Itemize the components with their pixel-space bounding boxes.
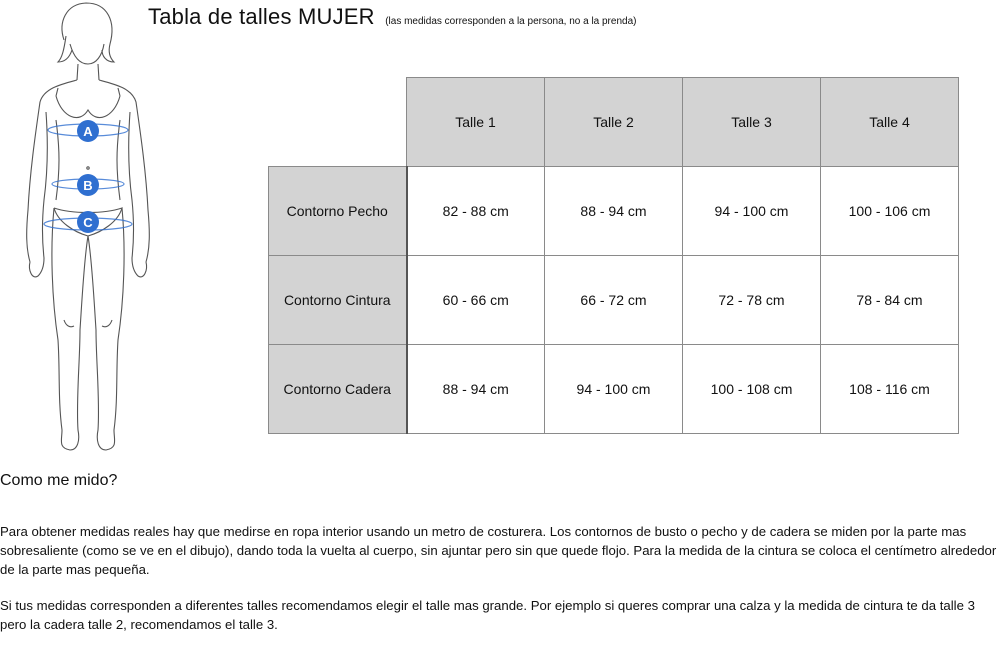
svg-text:C: C [83,215,93,230]
marker-b [77,174,99,196]
table-cell: 88 - 94 cm [545,167,683,256]
howto-paragraph-1: Para obtener medidas reales hay que medirse en ropa interior usando un metro de costurera. Los contornos de busto o pecho y de cadera se miden por la parte mas sobresaliente (como se ve en el dibujo), dando toda la vuelta al cuerpo, sin ajuntar pero sin que quede flojo. Para la medida de la cintura se coloca el centímetro alrededor de la parte mas pequeña. [0,524,997,577]
svg-text:B: B [83,178,93,193]
row-label-cadera: Contorno Cadera [269,345,407,434]
table-cell: 60 - 66 cm [407,256,545,345]
table-cell: 72 - 78 cm [683,256,821,345]
table-cell: 66 - 72 cm [545,256,683,345]
row-label-pecho: Contorno Pecho [269,167,407,256]
header-talle-3: Talle 3 [683,78,821,167]
table-header-row [269,78,959,167]
table-cell: 82 - 88 cm [407,167,545,256]
table-cell: 88 - 94 cm [407,345,545,434]
title-main: Tabla de talles MUJER [148,4,375,29]
table-cell: 94 - 100 cm [545,345,683,434]
svg-text:A: A [83,124,93,139]
header-talle-2: Talle 2 [545,78,683,167]
table-cell: 100 - 108 cm [683,345,821,434]
table-cell: 94 - 100 cm [683,167,821,256]
table-cell: 100 - 106 cm [821,167,959,256]
table-row [269,345,959,434]
body-measurement-illustration [18,0,158,460]
marker-a [77,120,99,142]
marker-c [77,211,99,233]
howto-paragraph-2: Si tus medidas corresponden a diferentes talles recomendamos elegir el talle mas grande. Por ejemplo si queres comprar una calza y la medida de cintura te da talle 3 pero la cadera talle 2, recomendamos el talle 3. [0,598,975,632]
table-cell: 108 - 116 cm [821,345,959,434]
page-title [148,4,636,30]
table-row [269,256,959,345]
row-label-cintura: Contorno Cintura [269,256,407,345]
title-note: (las medidas corresponden a la persona, no a la prenda) [385,16,637,27]
table-row [269,167,959,256]
howto-heading: Como me mido? [0,472,118,489]
size-chart-table [268,77,959,434]
table-corner [269,78,407,167]
header-talle-4: Talle 4 [821,78,959,167]
table-cell: 78 - 84 cm [821,256,959,345]
header-talle-1: Talle 1 [407,78,545,167]
